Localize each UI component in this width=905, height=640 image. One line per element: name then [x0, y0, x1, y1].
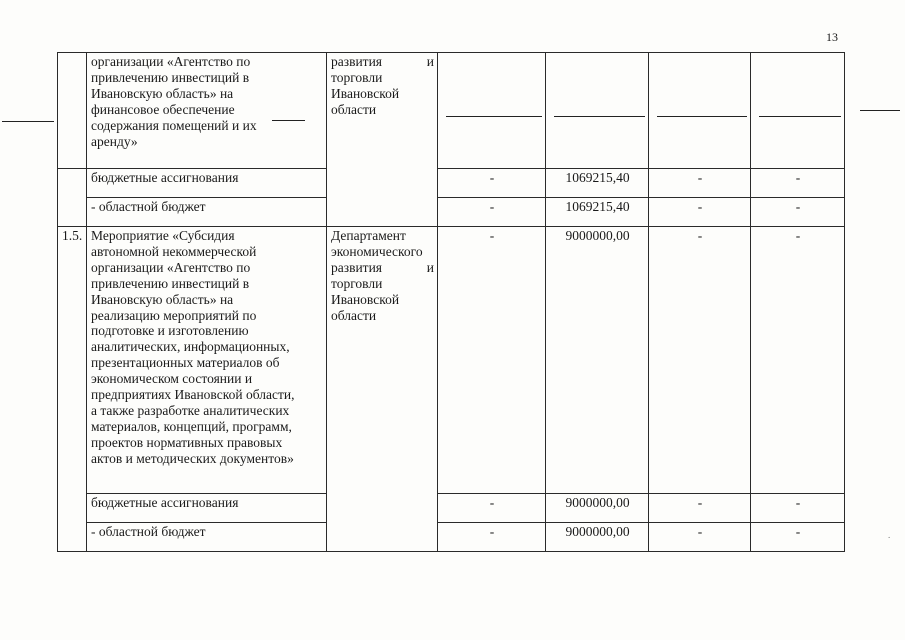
continued-col4-cell	[751, 53, 845, 169]
value-cell: -	[438, 169, 546, 198]
page-number: 13	[826, 30, 838, 44]
item-description-cell: Мероприятие «Субсидия автономной некоммерческой организации «Агентство по привлечению инвестиций в Ивановскую область» на реализацию мероприятий по подготовке и изготовлению аналитических, информационных, презентационных материалов об экономическом состоянии и предприятиях Ивановской области, а также разработке аналитических материалов, концепций, программ, проектов нормативных правовых актов и методических документов»	[87, 227, 327, 494]
value-cell: -	[649, 198, 751, 227]
value-cell: -	[751, 227, 845, 494]
value-cell: -	[649, 494, 751, 523]
value-cell: -	[649, 523, 751, 552]
item-number: 1.5.	[58, 227, 87, 552]
right-margin-rule	[860, 110, 900, 111]
scan-speck: .	[888, 530, 891, 540]
amount-cell: 1069215,40	[546, 198, 649, 227]
value-cell: -	[438, 227, 546, 494]
value-cell: -	[751, 198, 845, 227]
item-1-5-row	[58, 227, 845, 494]
value-cell: -	[751, 523, 845, 552]
continued-col3-cell	[649, 53, 751, 169]
table-row	[58, 523, 845, 552]
continued-row	[58, 53, 845, 169]
amount-cell: 9000000,00	[546, 227, 649, 494]
subrow-label: - областной бюджет	[87, 198, 327, 227]
amount-cell: 9000000,00	[546, 523, 649, 552]
continued-number-cell	[58, 53, 87, 169]
continued-col2-cell	[546, 53, 649, 169]
subrow-label: бюджетные ассигнования	[87, 169, 327, 198]
continued-executor-cell: развития и торговли Ивановской области	[327, 53, 438, 227]
value-cell: -	[438, 523, 546, 552]
budget-table	[57, 52, 844, 551]
value-cell: -	[751, 494, 845, 523]
table-row	[58, 169, 845, 198]
subrow-label: - областной бюджет	[87, 523, 327, 552]
item-executor-cell: Департамент экономического развития и торговли Ивановской области	[327, 227, 438, 552]
continued-col1-cell	[438, 53, 546, 169]
value-cell: -	[649, 227, 751, 494]
value-cell: -	[438, 494, 546, 523]
amount-cell: 1069215,40	[546, 169, 649, 198]
continued-description-cell: организации «Агентство по привлечению инвестиций в Ивановскую область» на финансовое обеспечение содержания помещений и их аренду»	[87, 53, 327, 169]
left-margin-rule	[2, 121, 54, 122]
table-row	[58, 494, 845, 523]
subrow-label: бюджетные ассигнования	[87, 494, 327, 523]
table-row	[58, 198, 845, 227]
value-cell: -	[649, 169, 751, 198]
value-cell: -	[438, 198, 546, 227]
value-cell: -	[751, 169, 845, 198]
amount-cell: 9000000,00	[546, 494, 649, 523]
